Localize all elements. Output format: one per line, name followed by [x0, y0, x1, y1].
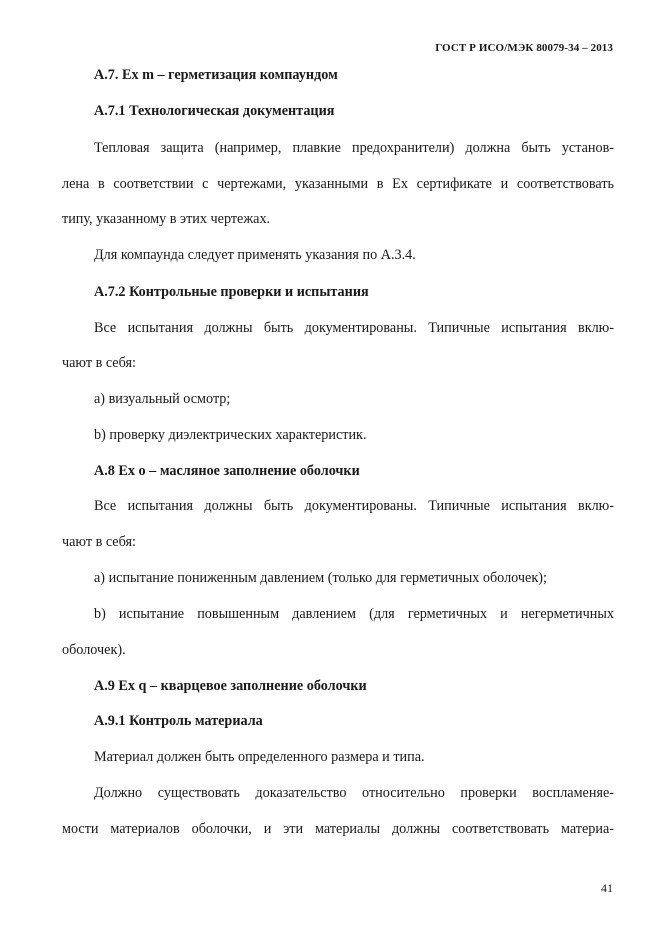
- paragraph-line: чают в себя:: [62, 355, 136, 371]
- list-item: b) испытание повышенным давлением (для герметичных и негерметичных: [94, 606, 614, 622]
- list-item: b) проверку диэлектрических характеристик.: [94, 427, 367, 443]
- paragraph-line: типу, указанному в этих чертежах.: [62, 211, 271, 227]
- list-item: a) визуальный осмотр;: [94, 391, 231, 407]
- paragraph-line: лена в соответствии с чертежами, указанными в Ex сертификате и соответствовать: [62, 176, 614, 192]
- section-heading-a8: А.8 Ex o – масляное заполнение оболочки: [94, 463, 360, 479]
- paragraph-line: Тепловая защита (например, плавкие предохранители) должна быть установ-: [94, 140, 614, 156]
- section-heading-a7-1: А.7.1 Технологическая документация: [94, 103, 335, 119]
- page-number: 41: [601, 881, 613, 895]
- paragraph-line: Все испытания должны быть документированы. Типичные испытания вклю-: [94, 320, 614, 336]
- section-heading-a9-1: А.9.1 Контроль материала: [94, 713, 263, 729]
- list-item: a) испытание пониженным давлением (только для герметичных оболочек);: [94, 570, 547, 586]
- paragraph-line: Должно существовать доказательство относительно проверки воспламеняе-: [94, 785, 614, 801]
- paragraph-line: мости материалов оболочки, и эти материалы должны соответствовать материа-: [62, 821, 614, 837]
- section-heading-a9: А.9 Ex q – кварцевое заполнение оболочки: [94, 678, 367, 694]
- section-heading-a7-2: А.7.2 Контрольные проверки и испытания: [94, 284, 369, 300]
- page-header: ГОСТ Р ИСО/МЭК 80079-34 – 2013: [435, 42, 613, 54]
- list-item-continuation: оболочек).: [62, 642, 126, 658]
- paragraph: Материал должен быть определенного размера и типа.: [94, 749, 425, 765]
- section-heading-a7: А.7. Ex m – герметизация компаундом: [94, 67, 338, 83]
- paragraph-line: чают в себя:: [62, 534, 136, 550]
- paragraph-line: Все испытания должны быть документированы. Типичные испытания вклю-: [94, 498, 614, 514]
- paragraph: Для компаунда следует применять указания по А.3.4.: [94, 247, 416, 263]
